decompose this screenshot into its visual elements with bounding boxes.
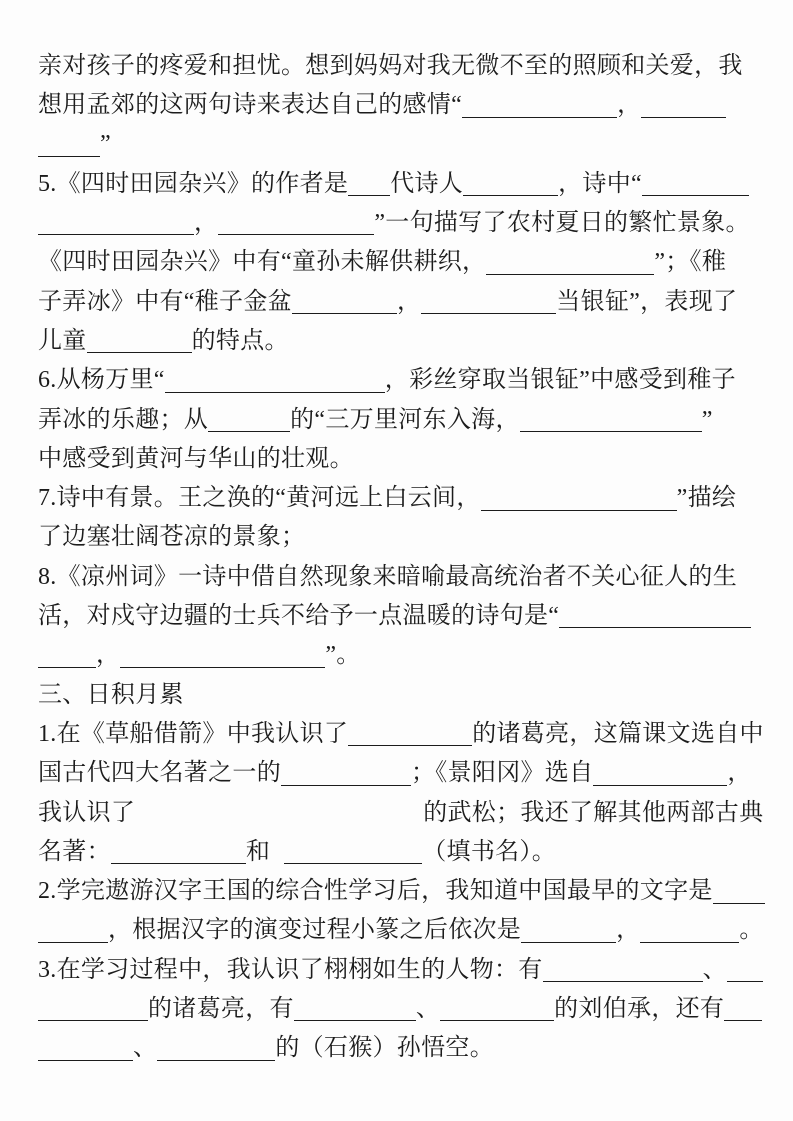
text-segment: 代诗人 [390, 170, 464, 197]
fill-in-blank-underline [641, 117, 726, 118]
text-segment: 的刘伯承，还有 [554, 995, 725, 1022]
worksheet-line [38, 512, 760, 551]
worksheet-line [38, 472, 760, 511]
text-segment: 当银钲”，表现了 [556, 288, 738, 315]
worksheet-body [38, 40, 764, 1062]
fill-in-blank-underline [640, 942, 739, 943]
text-segment: ， [727, 760, 752, 787]
text-segment: ， [96, 642, 121, 669]
text-segment: 亲对孩子的疼爱和担忧。想到妈妈对我无微不至的照顾和关爱，我 [38, 52, 743, 79]
text-segment: ， [617, 92, 642, 119]
text-segment: ”；《稚 [654, 249, 727, 276]
text-segment: 想用孟郊的这两句诗来表达自己的感情“ [38, 92, 463, 119]
fill-in-blank-underline [463, 195, 558, 196]
fill-in-blank-underline [111, 863, 246, 864]
text-segment: ”。 [325, 642, 361, 669]
worksheet-line [38, 119, 760, 158]
fill-in-blank-underline [38, 942, 108, 943]
fill-in-blank-underline [38, 156, 100, 157]
fill-in-blank-underline [593, 785, 727, 786]
text-segment: 、 [133, 1035, 158, 1062]
text-segment: ，彩丝穿取当银钲”中感受到稚子 [384, 367, 736, 394]
text-segment: ”一句描写了农村夏日的繁忙景象。 [374, 210, 750, 237]
text-segment: 1.在《草船借箭》中我认识了 [38, 720, 349, 747]
fill-in-blank-underline [713, 903, 765, 904]
fill-in-blank-underline [292, 313, 397, 314]
text-segment: ，根据汉字的演变过程小篆之后依次是 [108, 917, 522, 944]
text-segment: 子弄冰》中有“稚子金盆 [38, 288, 292, 315]
text-segment: 国古代四大名著之一的 [38, 760, 281, 787]
fill-in-blank-underline [284, 863, 422, 864]
worksheet-line [38, 669, 760, 708]
text-segment: 6.从杨万里“ [38, 367, 165, 394]
fill-in-blank-underline [38, 1060, 133, 1061]
fill-in-blank-underline [87, 352, 192, 353]
text-segment: 2.学完遨游汉字王国的综合性学习后，我知道中国最早的文字是 [38, 878, 713, 905]
fill-in-blank-underline [481, 510, 677, 511]
text-segment: 的诸葛亮，这篇课文选自中 [472, 720, 764, 747]
fill-in-blank-underline [208, 431, 290, 432]
fill-in-blank-underline [38, 667, 96, 668]
text-segment: 名著： [38, 838, 111, 865]
worksheet-line [38, 708, 764, 747]
worksheet-line [38, 394, 760, 433]
fill-in-blank-underline [486, 274, 654, 275]
text-segment: 弄冰的乐趣；从 [38, 406, 209, 433]
worksheet-line [38, 944, 760, 983]
text-segment: ；《景阳冈》选自 [411, 760, 594, 787]
worksheet-line [38, 158, 760, 197]
text-segment: 、 [415, 995, 441, 1022]
worksheet-line [38, 590, 760, 629]
worksheet-line [38, 551, 760, 590]
text-segment: 的诸葛亮，有 [148, 995, 294, 1022]
worksheet-line [38, 354, 760, 393]
text-segment: 5.《四时田园杂兴》的作者是 [38, 170, 349, 197]
fill-in-blank-underline [157, 1060, 275, 1061]
text-segment: ， [616, 917, 641, 944]
worksheet-line [38, 79, 760, 118]
worksheet-line [38, 276, 760, 315]
worksheet-line [38, 905, 764, 944]
fill-in-blank-underline [120, 667, 325, 668]
text-segment: 8.《凉州词》一诗中借自然现象来暗喻最高统治者不关心征人的生 [38, 563, 737, 590]
text-segment: 的特点。 [191, 327, 289, 354]
worksheet-line [38, 747, 760, 786]
fill-in-blank-underline [642, 195, 749, 196]
text-segment: 、 [702, 956, 727, 983]
worksheet-line [38, 983, 760, 1022]
text-segment: 活，对戍守边疆的士兵不给予一点温暖的诗句是“ [38, 603, 560, 630]
worksheet-line [38, 315, 760, 354]
text-segment: ”描绘 [676, 485, 737, 512]
text-segment: 的“三万里河东入海， [290, 406, 520, 433]
text-segment: ” [100, 131, 111, 158]
fill-in-blank-underline [440, 1020, 554, 1021]
fill-in-blank-underline [727, 981, 763, 982]
worksheet-line [38, 197, 760, 236]
text-segment: 儿童 [38, 327, 87, 354]
text-segment: 的武松；我还了解其他两部古典 [423, 799, 764, 826]
worksheet-line [38, 40, 760, 79]
fill-in-blank-underline [281, 785, 411, 786]
text-segment: 中感受到黄河与华山的壮观。 [38, 445, 354, 472]
fill-in-blank-underline [348, 195, 390, 196]
text-segment: ， [396, 288, 422, 315]
text-segment: 我认识了 [38, 799, 136, 826]
fill-in-blank-underline [462, 117, 617, 118]
text-segment: （填书名）。 [422, 838, 557, 865]
fill-in-blank-underline [218, 234, 374, 235]
fill-in-blank-underline [543, 981, 703, 982]
fill-in-blank-underline [521, 942, 616, 943]
worksheet-line [38, 826, 760, 865]
text-segment: 7.诗中有景。王之涣的“黄河远上白云间， [38, 485, 481, 512]
text-segment: 和 [245, 838, 271, 865]
fill-in-blank-underline [165, 392, 385, 393]
fill-in-blank-underline [348, 745, 472, 746]
fill-in-blank-underline [421, 313, 556, 314]
worksheet-line [38, 787, 764, 826]
fill-in-blank-underline [38, 1020, 148, 1021]
fill-in-blank-underline [294, 1020, 416, 1021]
text-segment: 的（石猴）孙悟空。 [275, 1035, 495, 1062]
worksheet-line [38, 433, 760, 472]
worksheet-line [38, 1022, 760, 1061]
worksheet-line [38, 629, 760, 668]
text-segment: ， [194, 210, 219, 237]
text-segment: ，诗中“ [558, 170, 642, 197]
worksheet-line [38, 865, 760, 904]
text-segment: 3.在学习过程中，我认识了栩栩如生的人物：有 [38, 956, 543, 983]
fill-in-blank-underline [520, 431, 702, 432]
text-segment: 。 [739, 917, 764, 944]
text-segment: 了边塞壮阔苍凉的景象； [38, 524, 306, 551]
text-segment: ” [701, 406, 713, 433]
text-segment: 三、日积月累 [38, 681, 184, 708]
text-segment: 《四时田园杂兴》中有“童孙未解供耕织， [38, 249, 487, 276]
fill-in-blank-underline [724, 1020, 762, 1021]
fill-in-blank-underline [559, 627, 751, 628]
worksheet-line [38, 236, 760, 275]
fill-in-blank-underline [38, 234, 194, 235]
